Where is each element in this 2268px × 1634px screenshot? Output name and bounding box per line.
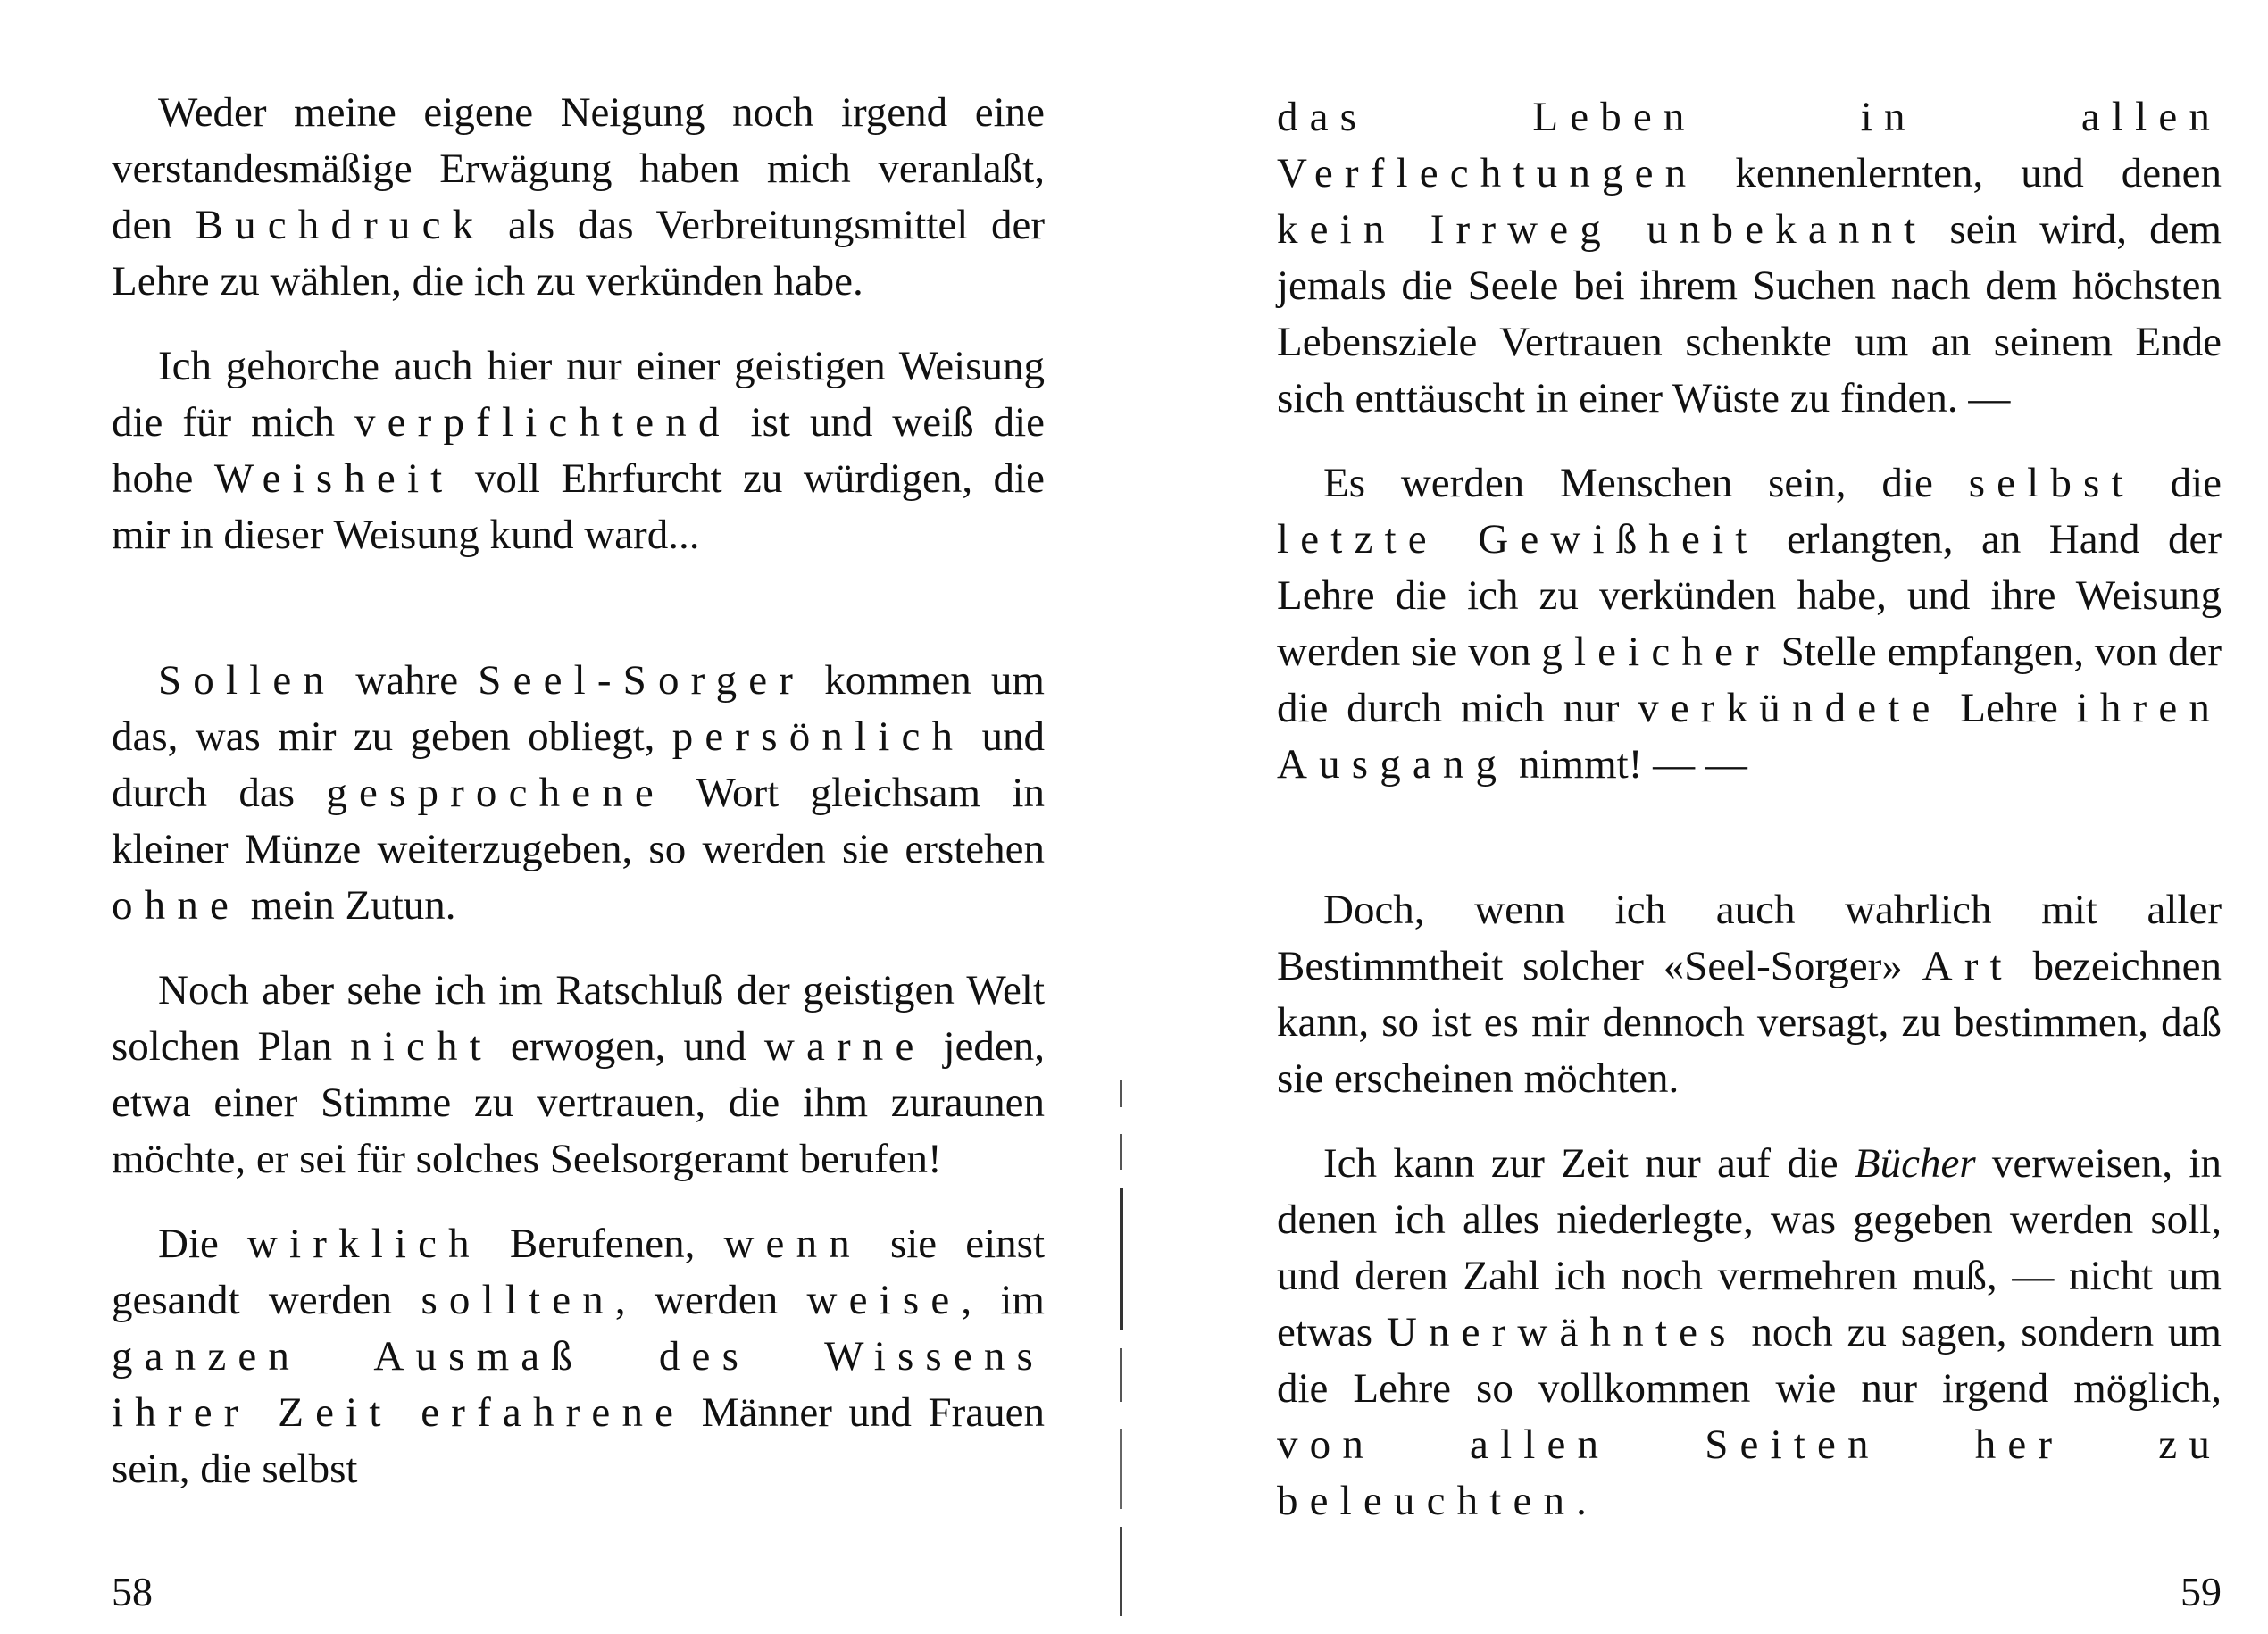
- text-run: erlangten, an Hand der Lehre die ich zu verkünden habe, und ihre Weisung werden sie von: [1277, 516, 2222, 675]
- text-run: Noch aber sehe ich im Ratschluß der geistigen Welt solchen Plan: [112, 967, 1045, 1070]
- text-run: sie einst gesandt werden: [112, 1221, 1045, 1323]
- emphasis-spaced-text: wirklich: [246, 1221, 481, 1267]
- emphasis-spaced-text: kein Irrweg unbekannt: [1277, 206, 1928, 253]
- text-run: Die: [158, 1221, 247, 1267]
- emphasis-spaced-text: verpflichtend: [354, 399, 731, 446]
- text-run: sein wird, dem jemals die Seele bei ihrem Suchen nach dem höchsten Lebensziele Vertrauen schenkte um an seinem Ende sich enttäuscht in einer Wüste zu finden. —: [1277, 206, 2222, 421]
- text-run: .: [1576, 1478, 1587, 1524]
- emphasis-spaced-text: Buchdruck: [195, 202, 486, 248]
- text-run: Es werden Menschen sein, die: [1323, 460, 1969, 506]
- right-page: [1161, 0, 2268, 1625]
- gutter-shadow: [1118, 1080, 1125, 1634]
- text-run: Doch, wenn ich auch wahrlich mit aller Bestimmtheit solcher «Seel-Sorger»: [1277, 887, 2222, 989]
- paragraph: [112, 963, 1045, 1188]
- emphasis-spaced-text: das Leben in allen Verflechtungen: [1277, 94, 2222, 196]
- emphasis-spaced-text: ganzen Ausmaß des Wissens ihrer Zeit erfahrene: [112, 1333, 1045, 1436]
- paragraph: [1277, 882, 2222, 1107]
- text-run: Wort gleichsam in kleiner Münze weiterzugeben, so werden sie erstehen: [112, 770, 1045, 872]
- emphasis-spaced-text: gesprochene: [326, 770, 665, 816]
- emphasis-spaced-text: nicht: [350, 1023, 493, 1070]
- emphasis-spaced-text: von allen Seiten her zu beleuchten: [1277, 1421, 2222, 1524]
- text-run: Lehre: [1941, 685, 2077, 731]
- right-page-text: [1277, 89, 2222, 1530]
- emphasis-spaced-text: Seel-Sorger: [478, 657, 805, 704]
- emphasis-spaced-text: verkündete: [1638, 685, 1942, 731]
- emphasis-spaced-text: letzte Gewißheit: [1277, 516, 1759, 563]
- paragraph: [112, 653, 1045, 934]
- emphasis-spaced-text: Sollen: [158, 657, 337, 704]
- emphasis-spaced-text: Unerwähntes: [1386, 1309, 1738, 1355]
- emphasis-spaced-text: sollten: [421, 1277, 615, 1323]
- text-run: noch zu sagen, sondern um die Lehre so vollkommen wie nur irgend möglich,: [1277, 1309, 2222, 1412]
- emphasis-spaced-text: warne: [763, 1023, 926, 1070]
- emphasis-spaced-text: ihren Ausgang: [1277, 685, 2222, 788]
- text-run: kommen um das, was mir zu geben obliegt,: [112, 657, 1045, 760]
- paragraph: [1277, 89, 2222, 427]
- emphasis-spaced-text: Weisheit: [213, 455, 454, 502]
- paragraph: [1277, 1136, 2222, 1530]
- emphasis-italic-text: Bücher: [1854, 1140, 1976, 1187]
- emphasis-spaced-text: gleicher: [1541, 629, 1771, 675]
- text-run: Stelle empfangen, von der die durch mich nur: [1277, 629, 2222, 731]
- text-run: Ich kann zur Zeit nur auf die: [1323, 1140, 1855, 1187]
- text-run: mein Zutun.: [240, 882, 456, 929]
- text-run: verweisen, in denen ich alles niederlegte, was gegeben werden soll, und deren Zahl ich noch vermehren muß, — nicht um etwas: [1277, 1140, 2222, 1355]
- text-run: Männer und Frauen sein, die selbst: [112, 1389, 1045, 1492]
- left-page: [0, 0, 1107, 1625]
- text-run: die: [2134, 460, 2222, 506]
- text-run: voll Ehrfurcht zu würdigen, die mir in dieser Weisung kund ward...: [112, 455, 1045, 558]
- emphasis-spaced-text: Art: [1922, 943, 2014, 989]
- text-run: nimmt! — —: [1508, 741, 1747, 788]
- text-run: und durch das: [112, 713, 1045, 816]
- text-run: ist und weiß die hohe: [112, 399, 1046, 502]
- paragraph: [112, 85, 1045, 310]
- text-run: , werden: [614, 1277, 807, 1323]
- text-run: bezeichnen kann, so ist es mir dennoch versagt, zu bestimmen, daß sie erscheinen möchten.: [1277, 943, 2222, 1102]
- text-run: wahre: [336, 657, 479, 704]
- paragraph: [112, 1216, 1045, 1497]
- left-page-text: [112, 85, 1045, 1497]
- emphasis-spaced-text: ohne: [112, 882, 241, 929]
- text-run: erwogen, und: [492, 1023, 764, 1070]
- text-run: als das Verbreitungsmittel der Lehre zu wählen, die ich zu verkünden habe.: [112, 202, 1045, 304]
- emphasis-spaced-text: selbst: [1968, 460, 2135, 506]
- text-run: Berufenen,: [480, 1221, 724, 1267]
- text-run: jeden, etwa einer Stimme zu vertrauen, die ihm zuraunen möchte, er sei für solches Seelsorgeramt berufen!: [112, 1023, 1045, 1182]
- text-run: kennenlernten, und denen: [1697, 150, 2222, 196]
- emphasis-spaced-text: persönlich: [671, 713, 965, 760]
- text-run: Weder meine eigene Neigung noch irgend eine verstandesmäßige Erwägung haben mich veranlaßt, den: [112, 89, 1045, 248]
- text-run: Ich gehorche auch hier nur einer geistigen Weisung die für mich: [112, 343, 1045, 446]
- emphasis-spaced-text: weise: [806, 1277, 962, 1323]
- paragraph: [1277, 455, 2222, 793]
- page-number: 58: [112, 1569, 153, 1614]
- page-number: 59: [2180, 1569, 2222, 1614]
- paragraph: [112, 338, 1045, 563]
- text-run: , im: [961, 1277, 1045, 1323]
- emphasis-spaced-text: wenn: [723, 1221, 862, 1267]
